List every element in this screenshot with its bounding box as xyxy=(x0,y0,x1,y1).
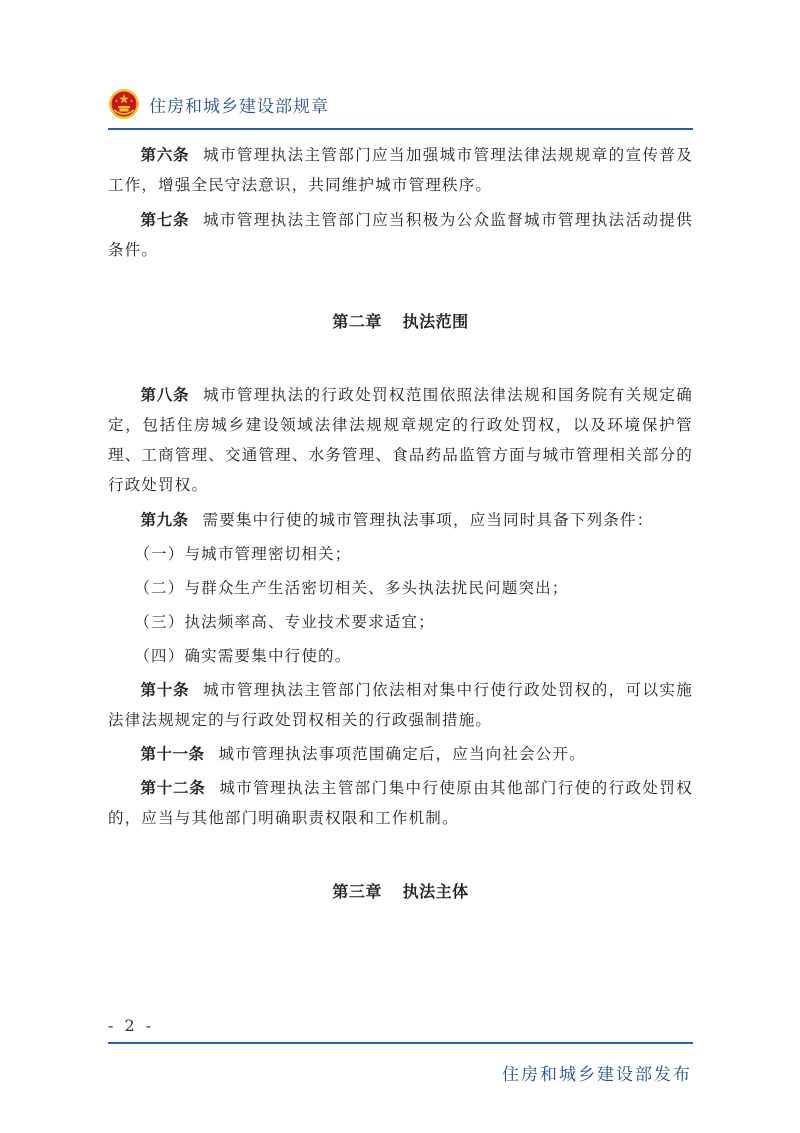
national-emblem-icon xyxy=(108,88,140,120)
footer-rule xyxy=(108,1042,693,1044)
article-paragraph xyxy=(108,675,693,735)
condition-item: （三）执法频率高、专业技术要求适宜； xyxy=(134,613,435,631)
article-text: 城市管理执法事项范围确定后，应当向社会公开。 xyxy=(218,745,586,763)
chapter-number: 第二章 xyxy=(332,312,382,331)
article-number: 第十一条 xyxy=(140,745,205,763)
article-text: 城市管理执法主管部门集中行使原由其他部门行使的行政处罚权的，应当与其他部门明确职责权限和工作机制。 xyxy=(108,779,693,827)
article-number: 第六条 xyxy=(140,146,190,164)
chapter-name: 执法主体 xyxy=(402,882,469,901)
article-number: 第八条 xyxy=(140,386,190,404)
footer-publisher: 住房和城乡建设部发布 xyxy=(502,1065,692,1085)
article-text: 需要集中行使的城市管理执法事项，应当同时具备下列条件： xyxy=(202,511,654,529)
article-number: 第七条 xyxy=(140,211,190,229)
article-number: 第十二条 xyxy=(140,779,206,797)
header-title: 住房和城乡建设部规章 xyxy=(149,97,329,117)
article-paragraph xyxy=(108,205,693,265)
article-number: 第九条 xyxy=(140,511,189,529)
article-text: 城市管理执法主管部门应当加强城市管理法律法规规章的宣传普及工作，增强全民守法意识，共同维护城市管理秩序。 xyxy=(108,146,693,194)
document-body xyxy=(108,140,693,902)
article-text: 城市管理执法的行政处罚权范围依照法律法规和国务院有关规定确定，包括住房城乡建设领域法律法规规章规定的行政处罚权，以及环境保护管理、工商管理、交通管理、水务管理、食品药品监管方面与城市管理相关部分的行政处罚权。 xyxy=(108,386,693,494)
article-number: 第十条 xyxy=(140,681,190,699)
article-text: 城市管理执法主管部门应当积极为公众监督城市管理执法活动提供条件。 xyxy=(108,211,693,259)
condition-item: （二）与群众生产生活密切相关、多头执法扰民问题突出； xyxy=(134,579,569,597)
page-number: - 2 - xyxy=(108,1016,155,1035)
article-paragraph xyxy=(108,773,693,833)
chapter-heading xyxy=(108,309,693,332)
article-paragraph xyxy=(108,739,693,769)
article-paragraph xyxy=(108,140,693,200)
chapter-heading xyxy=(108,879,693,902)
condition-item: （四）确实需要集中行使的。 xyxy=(134,647,352,665)
condition-item: （一）与城市管理密切相关； xyxy=(134,545,352,563)
article-paragraph xyxy=(108,505,693,535)
page-header xyxy=(108,86,693,126)
chapter-number: 第三章 xyxy=(332,882,382,901)
header-rule xyxy=(108,128,693,130)
article-text: 城市管理执法主管部门依法相对集中行使行政处罚权的，可以实施法律法规规定的与行政处罚权相关的行政强制措施。 xyxy=(108,681,693,729)
chapter-name: 执法范围 xyxy=(402,312,469,331)
article-paragraph xyxy=(108,380,693,500)
